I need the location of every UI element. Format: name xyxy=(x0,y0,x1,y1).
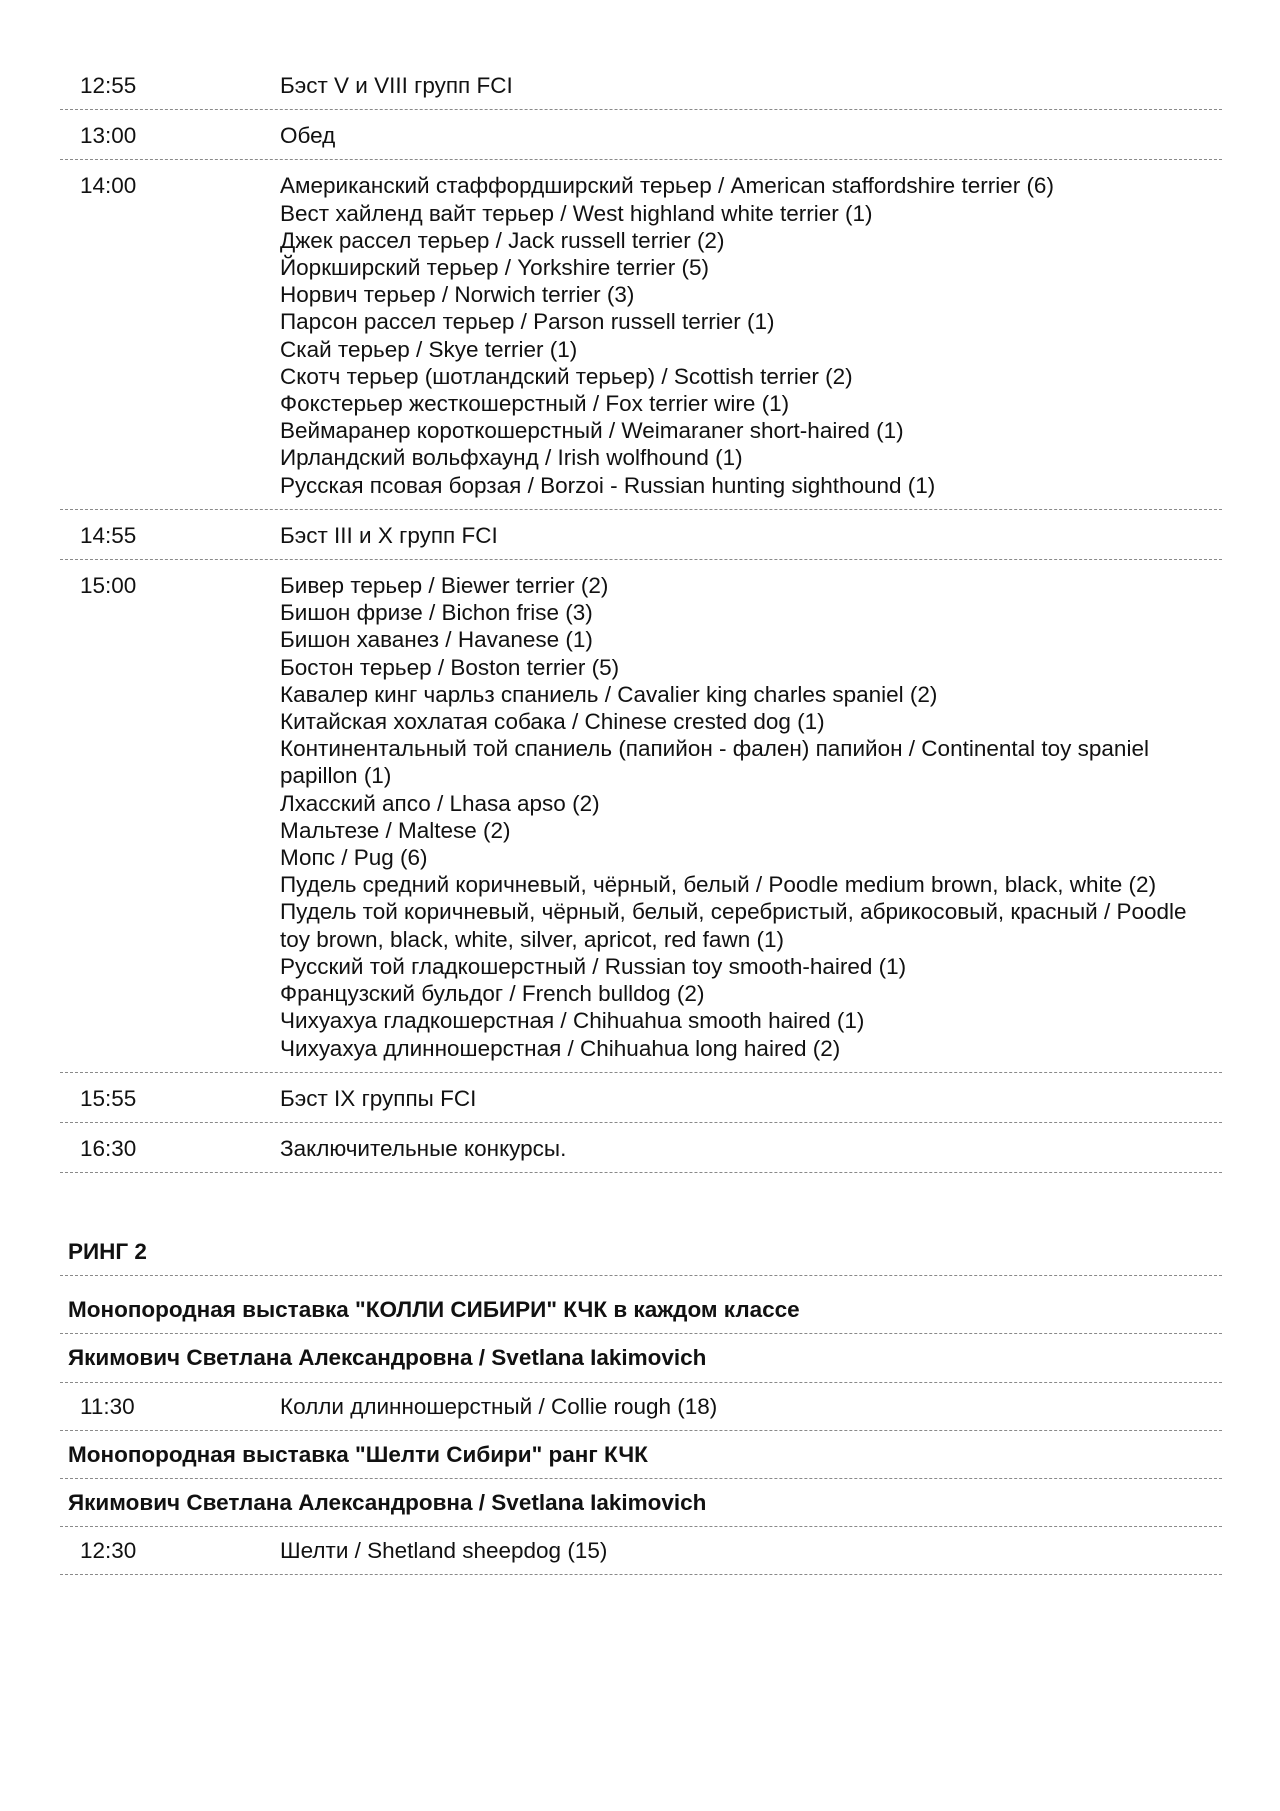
schedule-items xyxy=(280,1085,1222,1112)
ring-2-section xyxy=(60,1238,1222,1575)
breed-entry: Бостон терьер / Boston terrier (5) xyxy=(280,654,620,680)
breed-entry: Чихуахуа длинношерстная / Chihuahua long haired (2) xyxy=(280,1035,841,1061)
schedule-items xyxy=(280,72,1222,99)
breed-entry: Ирландский вольфхаунд / Irish wolfhound (1) xyxy=(280,445,743,471)
breed-entry: Американский стаффордширский терьер / American staffordshire terrier (6) xyxy=(280,173,1054,199)
schedule-row xyxy=(60,70,1222,110)
ring-title: РИНГ 2 xyxy=(60,1238,1222,1276)
breed-entry: Китайская хохлатая собака / Chinese crested dog (1) xyxy=(280,709,825,735)
schedule-time: 16:30 xyxy=(80,1135,137,1161)
schedule-row xyxy=(60,1383,1222,1431)
breed-entry: Колли длинношерстный / Collie rough (18) xyxy=(280,1393,718,1419)
schedule-item: Обед xyxy=(280,123,336,149)
schedule-row xyxy=(60,560,1222,1073)
schedule-item: Бэст IX группы FCI xyxy=(280,1085,477,1111)
breed-entry: Джек рассел терьер / Jack russell terrier (2) xyxy=(280,227,725,253)
show-title: Монопородная выставка "Шелти Сибири" ранг КЧК xyxy=(60,1431,1222,1479)
breed-entry: Бишон хаванез / Havanese (1) xyxy=(280,627,593,653)
breed-entry: Скай терьер / Skye terrier (1) xyxy=(280,336,578,362)
schedule-time: 13:00 xyxy=(80,123,137,149)
schedule-items xyxy=(280,172,1222,498)
schedule-row xyxy=(60,1123,1222,1173)
schedule-time: 14:00 xyxy=(80,173,137,199)
schedule-items xyxy=(280,1135,1222,1162)
breed-entry: Скотч терьер (шотландский терьер) / Scottish terrier (2) xyxy=(280,363,853,389)
judge-name: Якимович Светлана Александровна / Svetlana Iakimovich xyxy=(60,1479,1222,1527)
breed-entry: Фокстерьер жесткошерстный / Fox terrier wire (1) xyxy=(280,391,790,417)
schedule-time: 15:55 xyxy=(80,1085,137,1111)
breed-entry: Кавалер кинг чарльз спаниель / Cavalier king charles spaniel (2) xyxy=(280,681,938,707)
schedule-items xyxy=(280,122,1222,149)
schedule-item: Бэст V и VIII групп FCI xyxy=(280,73,513,98)
breed-entry: Пудель той коричневый, чёрный, белый, серебристый, абрикосовый, красный / Poodle toy brown, black, white, silver, apricot, red fawn (1) xyxy=(280,899,1187,952)
breed-entry: Лхасский апсо / Lhasa apso (2) xyxy=(280,790,600,816)
breed-entry: Чихуахуа гладкошерстная / Chihuahua smooth haired (1) xyxy=(280,1008,865,1034)
breed-entry: Шелти / Shetland sheepdog (15) xyxy=(280,1538,608,1564)
breed-entry: Мопс / Pug (6) xyxy=(280,845,428,871)
breed-entry: Французский бульдог / French bulldog (2) xyxy=(280,981,705,1007)
breed-entry: Русская псовая борзая / Borzoi - Russian hunting sighthound (1) xyxy=(280,472,936,498)
breed-entry: Мальтезе / Maltese (2) xyxy=(280,817,511,843)
breed-entry: Бивер терьер / Biewer terrier (2) xyxy=(280,573,609,599)
breed-entry: Парсон рассел терьер / Parson russell terrier (1) xyxy=(280,309,775,335)
schedule-time: 12:55 xyxy=(80,73,137,98)
breed-entry: Йоркширский терьер / Yorkshire terrier (5) xyxy=(280,255,709,281)
breed-entry: Вест хайленд вайт терьер / West highland white terrier (1) xyxy=(280,200,873,226)
schedule-time: 12:30 xyxy=(80,1538,137,1564)
breed-entry: Континентальный той спаниель (папийон - фален) папийон / Continental toy spaniel papillon (1) xyxy=(280,736,1149,789)
schedule-row xyxy=(60,1073,1222,1123)
schedule-items xyxy=(280,522,1222,549)
schedule-time: 11:30 xyxy=(80,1393,135,1419)
schedule-row xyxy=(60,510,1222,560)
breed-entry: Бишон фризе / Bichon frise (3) xyxy=(280,600,593,626)
show-title: Монопородная выставка "КОЛЛИ СИБИРИ" КЧК в каждом классе xyxy=(60,1286,1222,1334)
breed-entry: Норвич терьер / Norwich terrier (3) xyxy=(280,282,635,308)
schedule-items xyxy=(280,572,1222,1062)
schedule-time: 14:55 xyxy=(80,522,137,548)
breed-entry: Веймаранер короткошерстный / Weimaraner short-haired (1) xyxy=(280,418,904,444)
schedule-item: Заключительные конкурсы. xyxy=(280,1135,567,1161)
breed-entry: Русский той гладкошерстный / Russian toy smooth-haired (1) xyxy=(280,953,907,979)
schedule-time: 15:00 xyxy=(80,573,137,599)
breed-entry: Пудель средний коричневый, чёрный, белый / Poodle medium brown, black, white (2) xyxy=(280,872,1157,898)
schedule-item: Бэст III и X групп FCI xyxy=(280,522,498,548)
schedule-table xyxy=(60,70,1222,1173)
schedule-row xyxy=(60,110,1222,160)
schedule-row xyxy=(60,160,1222,509)
judge-name: Якимович Светлана Александровна / Svetlana Iakimovich xyxy=(60,1334,1222,1382)
schedule-row xyxy=(60,1527,1222,1575)
